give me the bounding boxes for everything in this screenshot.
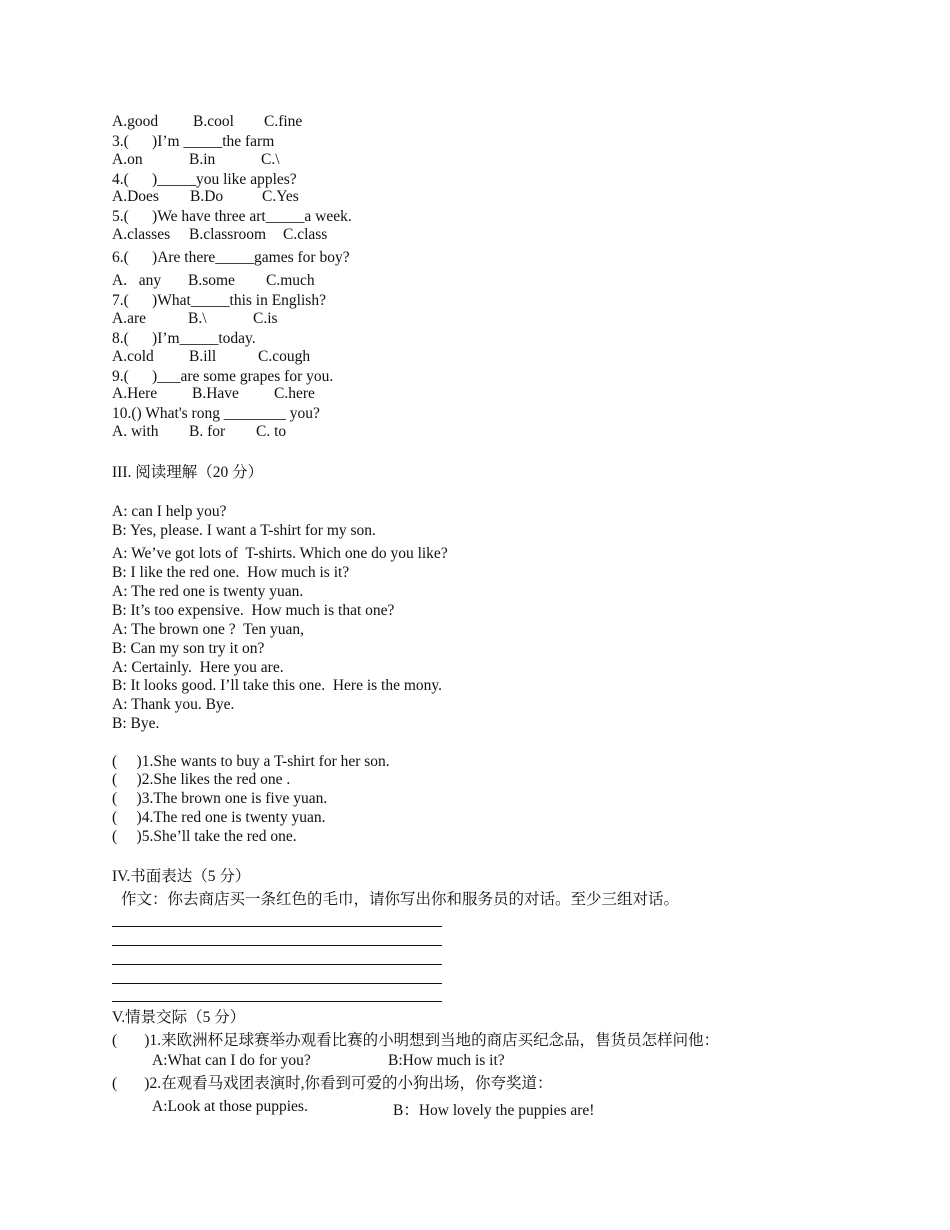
option-a: A.good xyxy=(112,113,159,130)
option-b: B. for xyxy=(189,423,226,440)
section-heading-reading: III. 阅读理解（20 分） xyxy=(112,464,264,481)
judgement-question: ( )4.The red one is twenty yuan. xyxy=(112,809,326,826)
situation-question-2: ( )2.在观看马戏团表演时,你看到可爱的小狗出场，你夸奖道： xyxy=(112,1075,553,1092)
dialog-line: B: Can my son try it on? xyxy=(112,640,265,657)
question-3: 3.( )I’m _____the farm xyxy=(112,133,275,150)
dialog-line: B: I like the red one. How much is it? xyxy=(112,564,350,581)
section-heading-situation: V.情景交际（5 分） xyxy=(112,1009,246,1026)
section-heading-writing: IV.书面表达（5 分） xyxy=(112,868,251,885)
option-c: C.much xyxy=(266,272,315,289)
option-b: B.ill xyxy=(189,348,217,365)
option-b: B.classroom xyxy=(189,226,267,243)
option-a: A.are xyxy=(112,310,146,327)
option-a: A.Does xyxy=(112,188,159,205)
writing-prompt: 作文：你去商店买一条红色的毛巾，请你写出你和服务员的对话。至少三组对话。 xyxy=(121,891,680,908)
option-a: A:What can I do for you? xyxy=(152,1052,311,1069)
option-c: C.fine xyxy=(264,113,303,130)
question-8: 8.( )I’m_____today. xyxy=(112,330,256,347)
answer-line[interactable] xyxy=(112,1001,442,1002)
judgement-question: ( )3.The brown one is five yuan. xyxy=(112,790,328,807)
option-b: B.cool xyxy=(193,113,234,130)
dialog-line: A: can I help you? xyxy=(112,503,227,520)
dialog-line: A: We’ve got lots of T-shirts. Which one do you like? xyxy=(112,545,448,562)
option-a: A. any xyxy=(112,272,162,289)
option-c: C.is xyxy=(253,310,278,327)
answer-line[interactable] xyxy=(112,983,442,984)
option-b: B:How much is it? xyxy=(388,1052,505,1069)
dialog-line: A: The red one is twenty yuan. xyxy=(112,583,304,600)
option-a: A.classes xyxy=(112,226,171,243)
judgement-question: ( )2.She likes the red one . xyxy=(112,771,291,788)
option-c: C.\ xyxy=(261,151,280,168)
answer-line[interactable] xyxy=(112,926,442,927)
answer-line[interactable] xyxy=(112,945,442,946)
dialog-line: A: The brown one ? Ten yuan, xyxy=(112,621,305,638)
option-a: A:Look at those puppies. xyxy=(152,1098,308,1115)
option-a: A.on xyxy=(112,151,143,168)
option-c: C.here xyxy=(274,385,315,402)
option-b: B.Do xyxy=(190,188,224,205)
question-6: 6.( )Are there_____games for boy? xyxy=(112,249,350,266)
dialog-line: B: Yes, please. I want a T-shirt for my son. xyxy=(112,522,376,539)
situation-question-1: ( )1.来欧洲杯足球赛举办观看比赛的小明想到当地的商店买纪念品，售货员怎样问他： xyxy=(112,1032,720,1049)
option-b: B：How lovely the puppies are! xyxy=(393,1102,595,1119)
question-10: 10.() What's rong ________ you? xyxy=(112,405,320,422)
judgement-question: ( )5.She’ll take the red one. xyxy=(112,828,297,845)
question-4: 4.( )_____you like apples? xyxy=(112,171,297,188)
dialog-line: A: Thank you. Bye. xyxy=(112,696,235,713)
question-5: 5.( )We have three art_____a week. xyxy=(112,208,352,225)
question-9: 9.( )___are some grapes for you. xyxy=(112,368,334,385)
option-c: C.cough xyxy=(258,348,311,365)
question-7: 7.( )What_____this in English? xyxy=(112,292,326,309)
dialog-line: B: Bye. xyxy=(112,715,160,732)
option-b: B.some xyxy=(188,272,235,289)
option-b: B.in xyxy=(189,151,216,168)
option-c: C.class xyxy=(283,226,328,243)
option-c: C.Yes xyxy=(262,188,299,205)
dialog-line: A: Certainly. Here you are. xyxy=(112,659,284,676)
dialog-line: B: It’s too expensive. How much is that one? xyxy=(112,602,395,619)
option-a: A.Here xyxy=(112,385,158,402)
option-a: A.cold xyxy=(112,348,154,365)
dialog-line: B: It looks good. I’ll take this one. Here is the mony. xyxy=(112,677,443,694)
option-b: B.\ xyxy=(188,310,207,327)
judgement-question: ( )1.She wants to buy a T-shirt for her son. xyxy=(112,753,390,770)
option-b: B.Have xyxy=(192,385,239,402)
option-c: C. to xyxy=(256,423,287,440)
option-a: A. with xyxy=(112,423,159,440)
answer-line[interactable] xyxy=(112,964,442,965)
